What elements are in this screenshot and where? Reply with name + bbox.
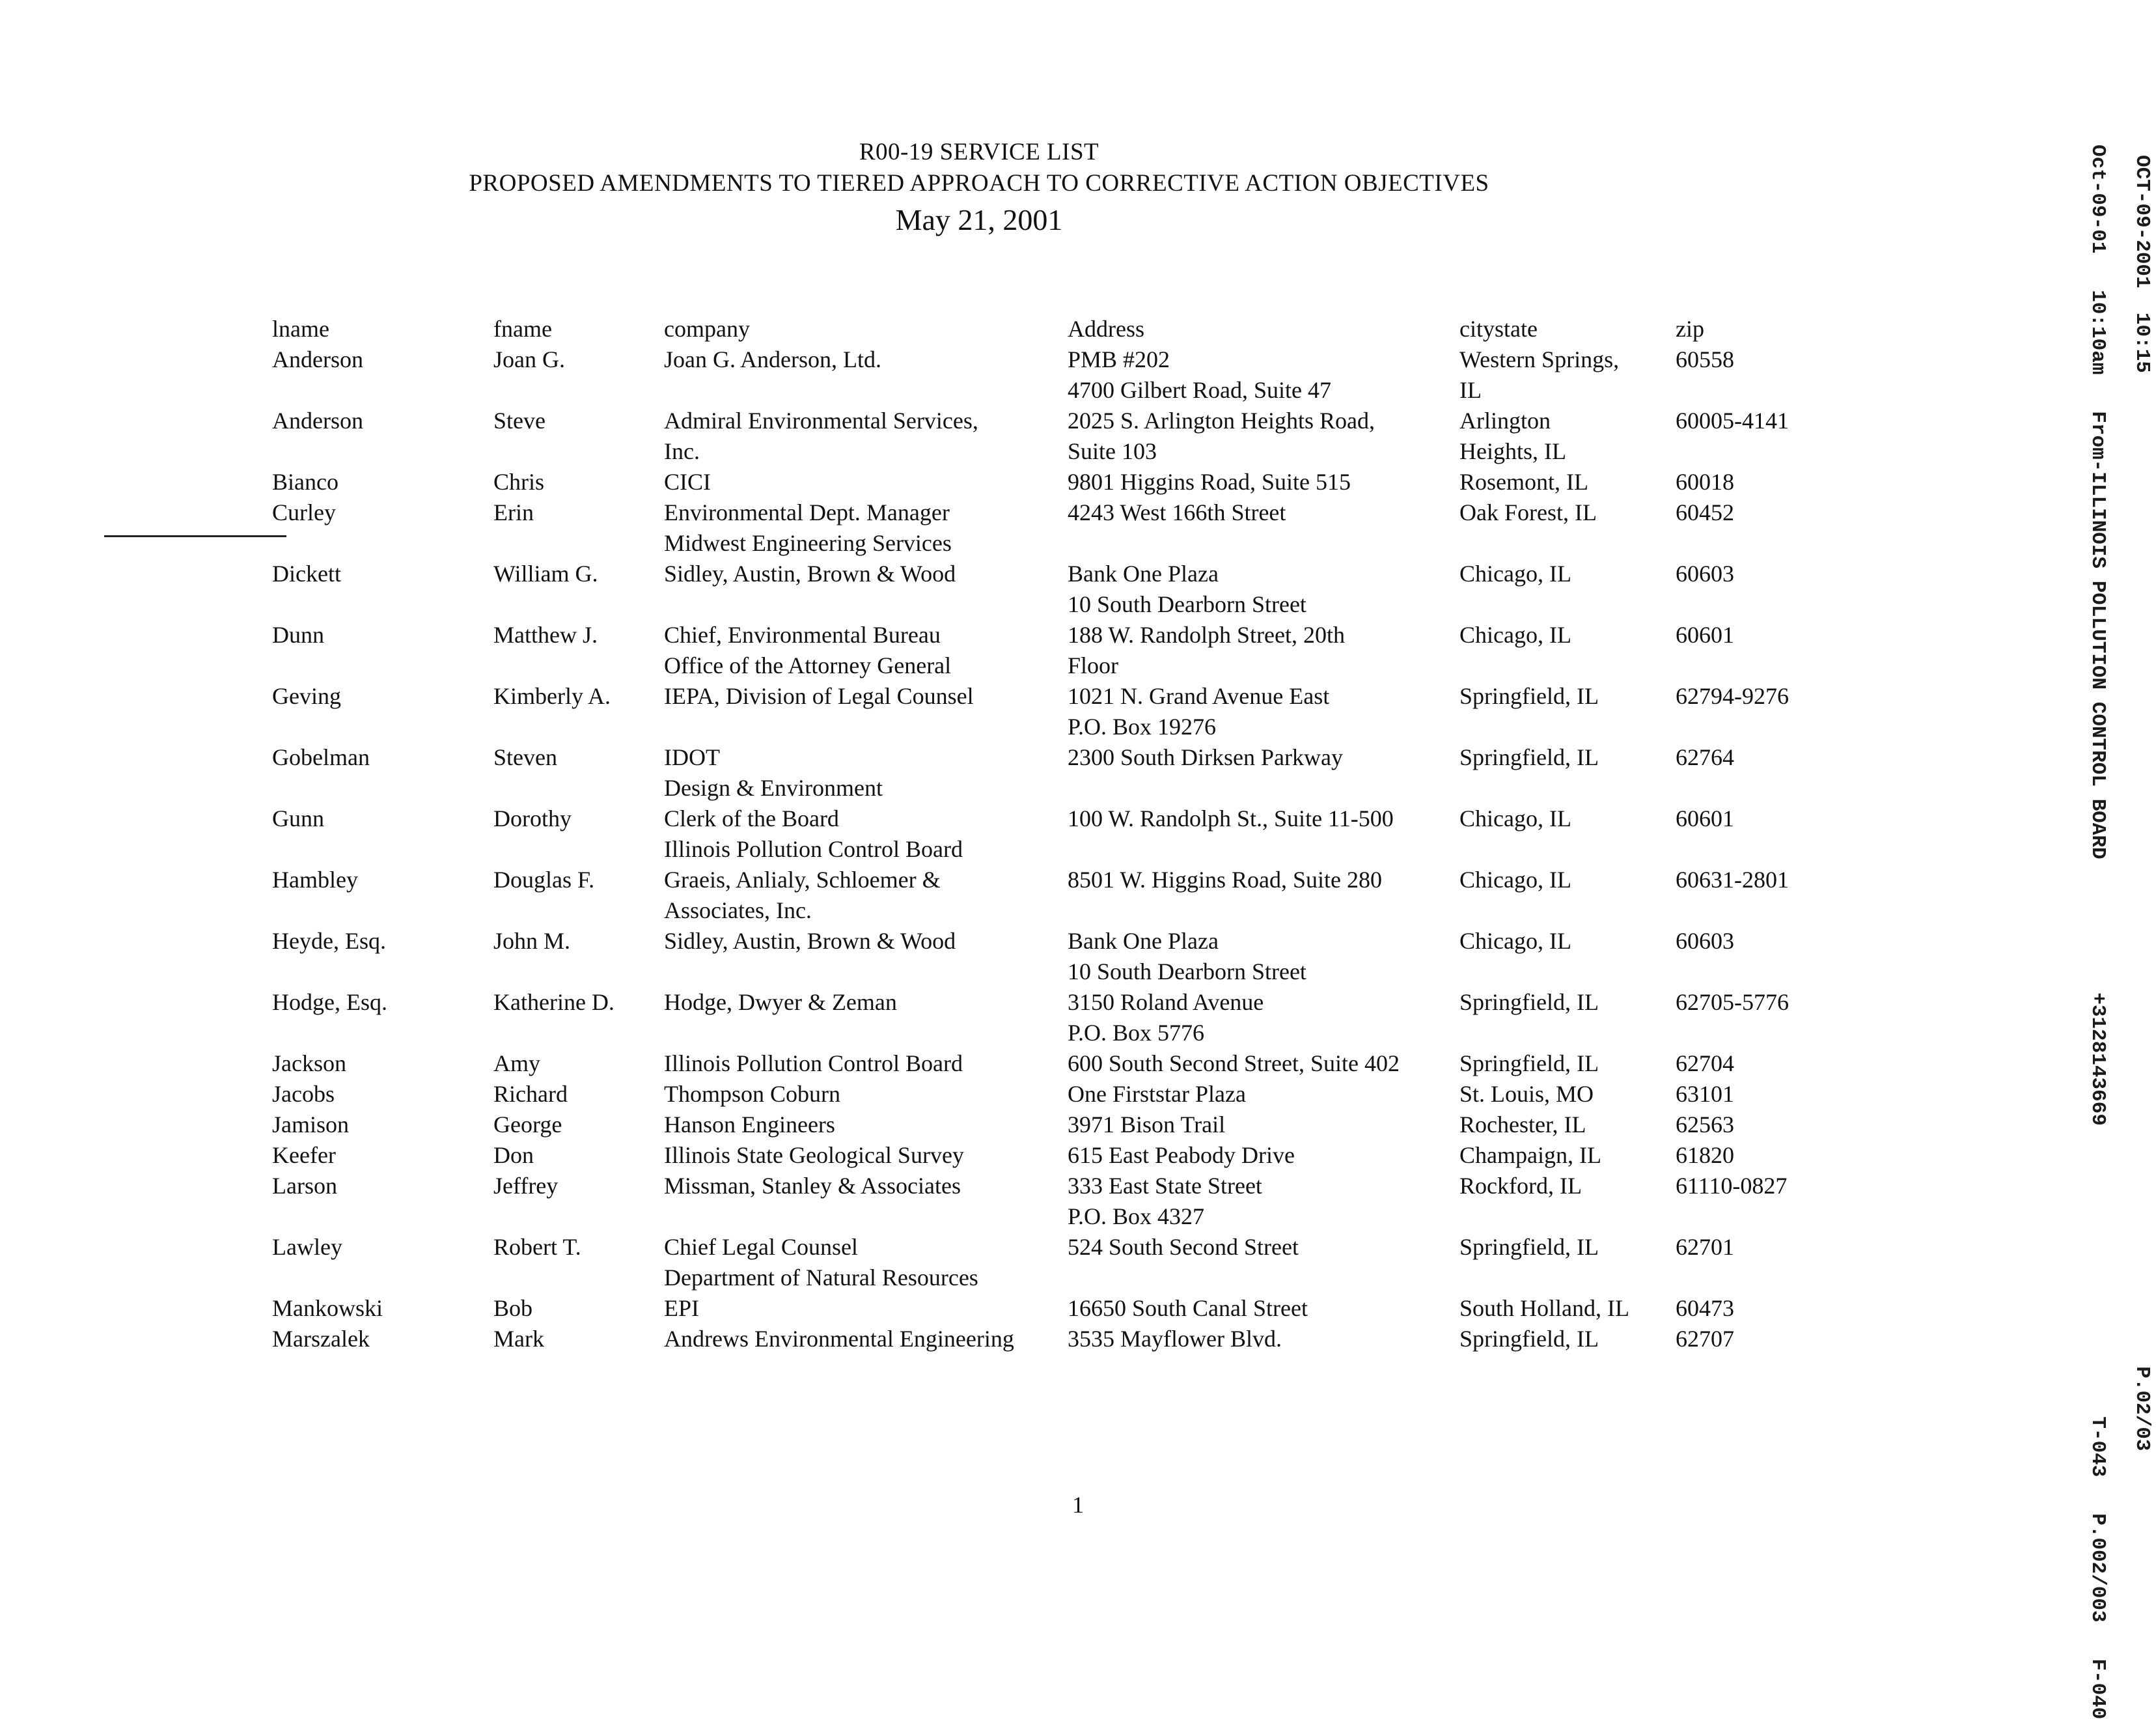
table-row: [272, 1110, 1871, 1140]
cell-company: Illinois Pollution Control Board: [664, 1050, 963, 1076]
cell-zip: 60473: [1676, 1295, 1734, 1321]
cell-zip: 62704: [1676, 1050, 1734, 1076]
cell-lname: Keefer: [272, 1142, 336, 1168]
cell-fname: Matthew J.: [493, 622, 598, 648]
service-list-title: R00-19 SERVICE LIST: [859, 139, 1099, 165]
table-row: [272, 1171, 1871, 1232]
cell-citystate: Rockford, IL: [1459, 1173, 1582, 1199]
cell-zip: 62764: [1676, 744, 1734, 770]
service-list-table: [272, 314, 1871, 1354]
cell-lname: Geving: [272, 683, 341, 709]
cell-company: IDOT Design & Environment: [664, 744, 883, 801]
cell-fname: Douglas F.: [493, 867, 595, 893]
cell-lname: Gunn: [272, 805, 324, 832]
cell-address: 3535 Mayflower Blvd.: [1068, 1326, 1282, 1352]
cell-address: 3150 Roland Avenue P.O. Box 5776: [1068, 989, 1264, 1046]
cell-company: Joan G. Anderson, Ltd.: [664, 346, 881, 372]
cell-fname: Chris: [493, 469, 545, 495]
cell-fname: Mark: [493, 1326, 544, 1352]
cell-lname: Hambley: [272, 867, 358, 893]
cell-fname: Amy: [493, 1050, 540, 1076]
cell-zip: 62707: [1676, 1326, 1734, 1352]
cell-citystate: Rochester, IL: [1459, 1111, 1586, 1138]
cell-zip: 61820: [1676, 1142, 1734, 1168]
cell-company: Admiral Environmental Services, Inc.: [664, 408, 978, 464]
cell-citystate: Oak Forest, IL: [1459, 499, 1597, 525]
cell-company: IEPA, Division of Legal Counsel: [664, 683, 974, 709]
cell-address: 2300 South Dirksen Parkway: [1068, 744, 1343, 770]
cell-fname: John M.: [493, 928, 571, 954]
cell-zip: 60601: [1676, 622, 1734, 648]
document-date: May 21, 2001: [895, 203, 1063, 236]
cell-address: PMB #202 4700 Gilbert Road, Suite 47: [1068, 346, 1331, 403]
column-header-lname: lname: [272, 316, 329, 342]
cell-zip: 60005-4141: [1676, 408, 1789, 434]
cell-lname: Anderson: [272, 346, 363, 372]
cell-citystate: Springfield, IL: [1459, 744, 1599, 770]
cell-company: CICI: [664, 469, 711, 495]
table-row: [272, 804, 1871, 865]
cell-citystate: Champaign, IL: [1459, 1142, 1601, 1168]
cell-company: Missman, Stanley & Associates: [664, 1173, 961, 1199]
cell-address: Bank One Plaza 10 South Dearborn Street: [1068, 561, 1306, 617]
cell-zip: 60603: [1676, 928, 1734, 954]
cell-company: Andrews Environmental Engineering: [664, 1326, 1014, 1352]
cell-address: 4243 West 166th Street: [1068, 499, 1286, 525]
document-subtitle: PROPOSED AMENDMENTS TO TIERED APPROACH TO CORRECTIVE ACTION OBJECTIVES: [469, 170, 1489, 197]
cell-address: One Firststar Plaza: [1068, 1081, 1246, 1107]
cell-citystate: Chicago, IL: [1459, 867, 1571, 893]
cell-zip: 60631-2801: [1676, 867, 1789, 893]
table-body: [272, 344, 1871, 1354]
cell-company: Hodge, Dwyer & Zeman: [664, 989, 897, 1015]
table-row: [272, 681, 1871, 742]
cell-fname: Kimberly A.: [493, 683, 611, 709]
cell-lname: Mankowski: [272, 1295, 383, 1321]
cell-citystate: Chicago, IL: [1459, 561, 1571, 587]
cell-zip: 61110-0827: [1676, 1173, 1788, 1199]
cell-zip: 60603: [1676, 561, 1734, 587]
cell-lname: Dunn: [272, 622, 324, 648]
document-header: [0, 137, 2156, 240]
cell-citystate: Chicago, IL: [1459, 622, 1571, 648]
cell-lname: Bianco: [272, 469, 339, 495]
cell-address: 2025 S. Arlington Heights Road, Suite 103: [1068, 408, 1375, 464]
cell-address: 9801 Higgins Road, Suite 515: [1068, 469, 1351, 495]
cell-zip: 60018: [1676, 469, 1734, 495]
table-row: [272, 865, 1871, 926]
cell-lname: Curley: [272, 499, 336, 525]
cell-company: Chief Legal Counsel Department of Natural Resources: [664, 1234, 978, 1291]
cell-address: 100 W. Randolph St., Suite 11-500: [1068, 805, 1394, 832]
cell-citystate: Western Springs, IL: [1459, 346, 1620, 403]
cell-citystate: Arlington Heights, IL: [1459, 408, 1566, 464]
cell-lname: Jamison: [272, 1111, 350, 1138]
column-header-company: company: [664, 316, 750, 342]
cell-citystate: South Holland, IL: [1459, 1295, 1629, 1321]
cell-zip: 62563: [1676, 1111, 1734, 1138]
table-row: [272, 467, 1871, 497]
cell-citystate: Rosemont, IL: [1459, 469, 1588, 495]
cell-fname: George: [493, 1111, 562, 1138]
cell-address: 16650 South Canal Street: [1068, 1295, 1308, 1321]
table-row: [272, 1079, 1871, 1110]
cell-zip: 60558: [1676, 346, 1734, 372]
cell-company: Sidley, Austin, Brown & Wood: [664, 928, 956, 954]
cell-company: EPI: [664, 1295, 699, 1321]
column-header-fname: fname: [493, 316, 552, 342]
table-row: [272, 559, 1871, 620]
cell-company: Clerk of the Board Illinois Pollution Control Board: [664, 805, 963, 862]
cell-lname: Anderson: [272, 408, 363, 434]
cell-fname: Dorothy: [493, 805, 572, 832]
column-header-address: Address: [1068, 316, 1144, 342]
table-row: [272, 497, 1871, 559]
cell-address: 3971 Bison Trail: [1068, 1111, 1226, 1138]
cell-address: 600 South Second Street, Suite 402: [1068, 1050, 1400, 1076]
table-row: [272, 742, 1871, 804]
margin-line-mark: [104, 535, 286, 537]
cell-citystate: Springfield, IL: [1459, 1050, 1599, 1076]
table-row: [272, 1140, 1871, 1171]
table-row: [272, 620, 1871, 681]
table-row: [272, 344, 1871, 406]
cell-fname: Robert T.: [493, 1234, 581, 1260]
cell-company: Thompson Coburn: [664, 1081, 841, 1107]
table-row: [272, 926, 1871, 987]
cell-fname: Richard: [493, 1081, 568, 1107]
cell-fname: William G.: [493, 561, 598, 587]
cell-fname: Joan G.: [493, 346, 565, 372]
cell-citystate: St. Louis, MO: [1459, 1081, 1594, 1107]
cell-company: Graeis, Anlialy, Schloemer & Associates, Inc.: [664, 867, 941, 923]
table-row: [272, 987, 1871, 1048]
cell-company: Hanson Engineers: [664, 1111, 835, 1138]
column-header-zip: zip: [1676, 316, 1704, 342]
cell-fname: Steve: [493, 408, 546, 434]
cell-zip: 62701: [1676, 1234, 1734, 1260]
cell-fname: Erin: [493, 499, 534, 525]
column-header-citystate: citystate: [1459, 316, 1538, 342]
cell-address: 615 East Peabody Drive: [1068, 1142, 1295, 1168]
cell-address: 1021 N. Grand Avenue East P.O. Box 19276: [1068, 683, 1330, 740]
cell-lname: Hodge, Esq.: [272, 989, 387, 1015]
cell-fname: Steven: [493, 744, 557, 770]
fax-header-line-1: OCT-09-2001 10:15 P.02/03: [2131, 155, 2153, 1451]
cell-company: Sidley, Austin, Brown & Wood: [664, 561, 956, 587]
cell-zip: 60601: [1676, 805, 1734, 832]
cell-citystate: Chicago, IL: [1459, 805, 1571, 832]
cell-company: Chief, Environmental Bureau Office of the Attorney General: [664, 622, 952, 678]
cell-citystate: Springfield, IL: [1459, 1234, 1599, 1260]
cell-citystate: Springfield, IL: [1459, 989, 1599, 1015]
cell-zip: 60452: [1676, 499, 1734, 525]
cell-address: 333 East State Street P.O. Box 4327: [1068, 1173, 1262, 1229]
cell-fname: Don: [493, 1142, 534, 1168]
cell-lname: Jackson: [272, 1050, 346, 1076]
table-row: [272, 1232, 1871, 1293]
cell-fname: Jeffrey: [493, 1173, 559, 1199]
cell-lname: Marszalek: [272, 1326, 370, 1352]
table-row: [272, 1293, 1871, 1324]
cell-fname: Katherine D.: [493, 989, 615, 1015]
cell-lname: Heyde, Esq.: [272, 928, 386, 954]
page-number: 1: [1072, 1492, 1084, 1518]
cell-lname: Jacobs: [272, 1081, 335, 1107]
cell-citystate: Springfield, IL: [1459, 1326, 1599, 1352]
cell-address: 188 W. Randolph Street, 20th Floor: [1068, 622, 1345, 678]
cell-citystate: Springfield, IL: [1459, 683, 1599, 709]
cell-lname: Lawley: [272, 1234, 342, 1260]
table-row: [272, 1324, 1871, 1354]
table-row: [272, 1048, 1871, 1079]
cell-address: 524 South Second Street: [1068, 1234, 1299, 1260]
cell-company: Illinois State Geological Survey: [664, 1142, 964, 1168]
cell-lname: Larson: [272, 1173, 337, 1199]
cell-zip: 62794-9276: [1676, 683, 1789, 709]
cell-zip: 63101: [1676, 1081, 1734, 1107]
cell-address: Bank One Plaza 10 South Dearborn Street: [1068, 928, 1306, 985]
fax-header-line-2: Oct-09-01 10:10am From-ILLINOIS POLLUTION CONTROL BOARD +3128143669 T-043 P.002/003 F-040: [2086, 145, 2109, 1719]
table-row: [272, 406, 1871, 467]
cell-address: 8501 W. Higgins Road, Suite 280: [1068, 867, 1383, 893]
cell-zip: 62705-5776: [1676, 989, 1789, 1015]
cell-citystate: Chicago, IL: [1459, 928, 1571, 954]
table-header-row: [272, 314, 1871, 344]
cell-company: Environmental Dept. Manager Midwest Engineering Services: [664, 499, 952, 556]
cell-fname: Bob: [493, 1295, 533, 1321]
cell-lname: Dickett: [272, 561, 341, 587]
cell-lname: Gobelman: [272, 744, 370, 770]
